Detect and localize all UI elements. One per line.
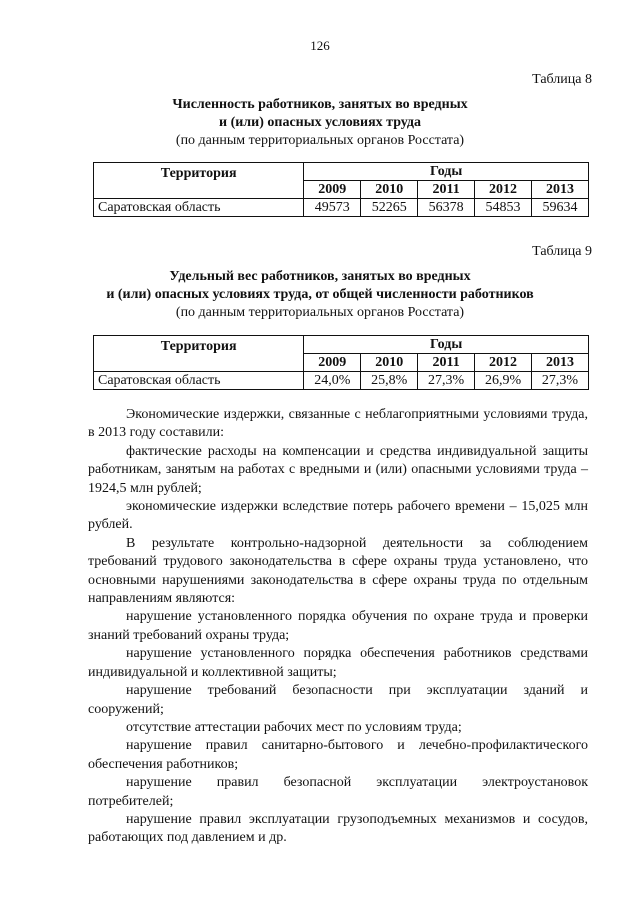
table9-header-years: Годы xyxy=(304,336,589,354)
table9-value: 27,3% xyxy=(418,372,475,390)
table9 xyxy=(93,335,589,390)
table9-title-line1: Удельный вес работников, занятых во вредных xyxy=(169,269,471,284)
table8-header-territory: Территория xyxy=(94,163,304,199)
table8-value: 56378 xyxy=(418,199,475,217)
table9-title-line2: и (или) опасных условиях труда, от общей численности работников xyxy=(106,287,534,302)
paragraph: нарушение правил санитарно-бытового и лечебно-профилактического обеспечения работников; xyxy=(88,738,588,772)
paragraph: Экономические издержки, связанные с неблагоприятными условиями труда, в 2013 году составили: xyxy=(88,407,588,441)
table8-year: 2010 xyxy=(361,181,418,199)
page-number: 126 xyxy=(310,38,330,53)
table9-value: 26,9% xyxy=(475,372,532,390)
table8-value: 59634 xyxy=(532,199,589,217)
table9-year: 2012 xyxy=(475,354,532,372)
table9-label: Таблица 9 xyxy=(532,244,592,259)
table8-year: 2009 xyxy=(304,181,361,199)
table8-title-line2: и (или) опасных условиях труда xyxy=(219,115,421,130)
table8-value: 49573 xyxy=(304,199,361,217)
table9-year: 2013 xyxy=(532,354,589,372)
table8-title xyxy=(60,96,580,150)
table8-value: 54853 xyxy=(475,199,532,217)
table8 xyxy=(93,162,589,217)
table9-header-territory: Территория xyxy=(94,336,304,372)
paragraph: нарушение правил эксплуатации грузоподъемных механизмов и сосудов, работающих под давлением и др. xyxy=(88,811,588,846)
paragraph: нарушение установленного порядка обучения по охране труда и проверки знаний требований охраны труда; xyxy=(88,609,588,643)
table9-year: 2010 xyxy=(361,354,418,372)
paragraph: В результате контрольно-надзорной деятельности за соблюдением требований трудового законодательства в сфере охраны труда установлено, что основными нарушениями законодательства в сфере охраны труда по отдельным направлениям являются: xyxy=(88,535,588,607)
table-row xyxy=(94,199,589,217)
table9-value: 27,3% xyxy=(532,372,589,390)
table8-label: Таблица 8 xyxy=(532,72,592,87)
table-row xyxy=(94,372,589,390)
table9-subtitle: (по данным территориальных органов Росстата) xyxy=(175,305,465,320)
paragraph: нарушение установленного порядка обеспечения работников средствами индивидуальной и коллективной защиты; xyxy=(88,646,588,680)
table8-year: 2011 xyxy=(418,181,475,199)
table8-title-line1: Численность работников, занятых во вредных xyxy=(172,97,468,112)
paragraph: отсутствие аттестации рабочих мест по условиям труда; xyxy=(126,719,462,735)
table9-value: 24,0% xyxy=(304,372,361,390)
table8-value: 52265 xyxy=(361,199,418,217)
table9-value: 25,8% xyxy=(361,372,418,390)
table9-territory: Саратовская область xyxy=(94,372,304,390)
paragraph: экономические издержки вследствие потерь рабочего времени – 15,025 млн рублей. xyxy=(88,499,588,533)
table9-year: 2011 xyxy=(418,354,475,372)
paragraph: нарушение требований безопасности при эксплуатации зданий и сооружений; xyxy=(88,683,588,717)
paragraph: нарушение правил безопасной эксплуатации электроустановок потребителей; xyxy=(88,775,588,809)
table8-year: 2013 xyxy=(532,181,589,199)
table8-territory: Саратовская область xyxy=(94,199,304,217)
table8-header-years: Годы xyxy=(304,163,589,181)
table9-year: 2009 xyxy=(304,354,361,372)
table9-title xyxy=(60,268,580,322)
body-text xyxy=(88,406,588,848)
table8-subtitle: (по данным территориальных органов Росстата) xyxy=(175,133,465,148)
table8-year: 2012 xyxy=(475,181,532,199)
paragraph: фактические расходы на компенсации и средства индивидуальной защиты работникам, занятым на работах с вредными и (или) опасными условиями труда – 1924,5 млн рублей; xyxy=(88,443,588,496)
